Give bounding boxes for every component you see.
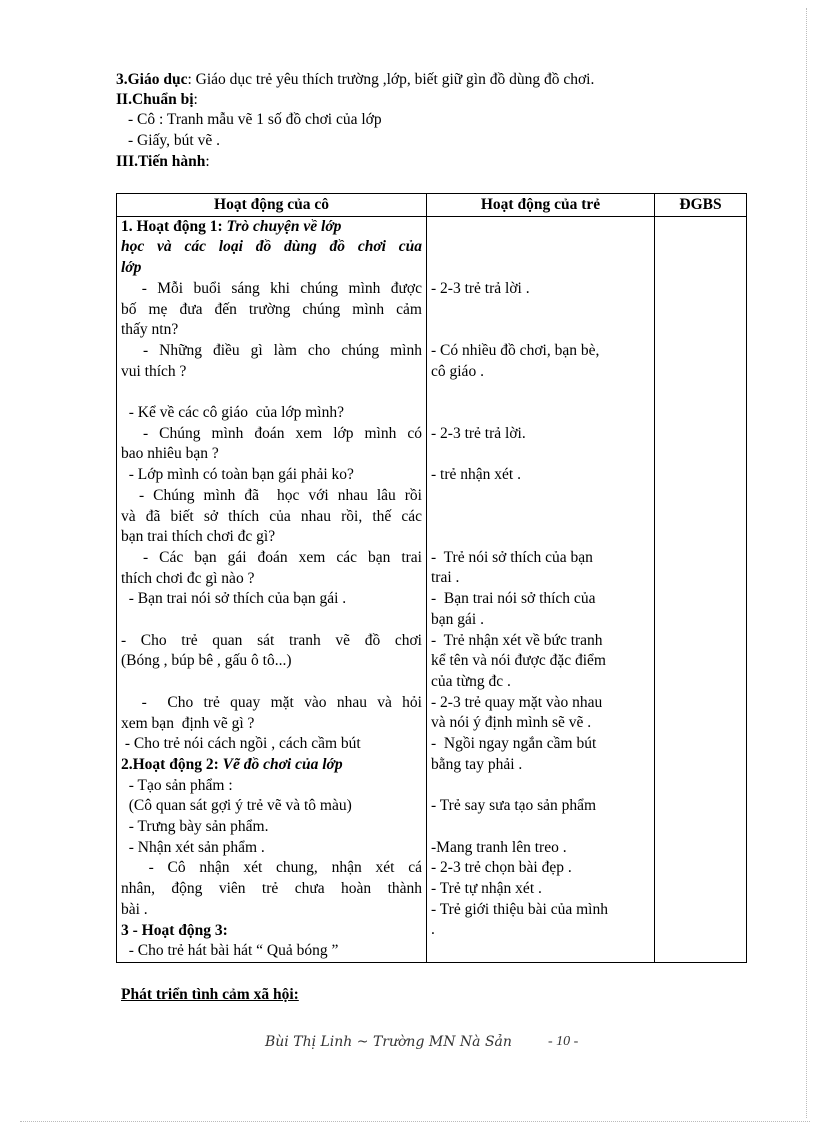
child-line — [431, 444, 650, 465]
teacher-line: 3 - Hoạt động 3: — [121, 921, 228, 939]
teacher-line: bố mẹ đưa đến trường chúng mình cảm — [121, 300, 422, 318]
teacher-line: - Lớp mình có toàn bạn gái phải ko? — [121, 466, 354, 484]
education-line — [116, 70, 594, 90]
teacher-line: học và các loại đồ dùng đồ chơi của — [121, 238, 422, 256]
child-line — [431, 506, 650, 527]
section-heading-social: Phát triển tình cảm xã hội: — [121, 986, 299, 1003]
page-border-right — [806, 8, 807, 1118]
teacher-line: nhân, động viên trẻ chưa hoàn thành — [121, 880, 422, 898]
teacher-line: - Kể về các cô giáo của lớp mình? — [121, 404, 344, 422]
child-line — [431, 217, 650, 238]
teacher-line — [121, 382, 422, 403]
teacher-line: xem bạn định vẽ gì ? — [121, 714, 255, 732]
child-line: - 2-3 trẻ quay mặt vào nhau — [431, 693, 603, 711]
teacher-line: (Cô quan sát gợi ý trẻ vẽ và tô màu) — [121, 797, 352, 815]
child-line: - trẻ nhận xét . — [431, 466, 521, 484]
child-line: bằng tay phải . — [431, 755, 523, 773]
table-row — [117, 216, 747, 962]
teacher-line: - Bạn trai nói sở thích của bạn gái . — [121, 590, 347, 608]
child-line — [431, 237, 650, 258]
assessment-cell — [655, 216, 747, 962]
child-line: - Có nhiều đồ chơi, bạn bè, — [431, 341, 600, 359]
child-line: -Mang tranh lên treo . — [431, 838, 567, 856]
child-line — [431, 258, 650, 279]
child-line: cô giáo . — [431, 362, 484, 380]
child-line: - Trẻ say sưa tạo sản phẩm — [431, 797, 597, 815]
child-line — [431, 486, 650, 507]
teacher-line: và đã biết sở thích của nhau rồi, thế các — [121, 507, 422, 525]
activity-topic: Vẽ đồ chơi của lớp — [222, 755, 343, 773]
child-line — [431, 403, 650, 424]
teacher-line: bao nhiêu bạn ? — [121, 445, 219, 463]
teacher-line: lớp — [121, 259, 142, 277]
header-teacher: Hoạt động của cô — [117, 194, 427, 217]
child-activity-cell — [427, 216, 655, 962]
procedure-colon: : — [205, 153, 210, 170]
teacher-line: - Tạo sản phẩm : — [121, 776, 233, 794]
teacher-line: - Cho trẻ nói cách ngồi , cách cầm bút — [121, 735, 361, 753]
teacher-line: - Chúng mình đoán xem lớp mình có — [121, 424, 422, 442]
prep-heading — [116, 90, 198, 110]
activity-heading: 2.Hoạt động 2: — [121, 755, 223, 773]
education-text: : Giáo dục trẻ yêu thích trường ,lớp, biết giữ gìn đồ dùng đồ chơi. — [187, 71, 595, 88]
teacher-line — [121, 610, 422, 631]
header-child: Hoạt động của trẻ — [427, 194, 655, 217]
page-number: - 10 - — [548, 1034, 579, 1049]
procedure-heading — [116, 152, 210, 172]
child-line: - Bạn trai nói sở thích của — [431, 590, 596, 608]
teacher-line: thấy ntn? — [121, 321, 179, 339]
child-line: - 2-3 trẻ trả lời. — [431, 424, 526, 442]
teacher-line: - Những điều gì làm cho chúng mình — [121, 341, 422, 359]
teacher-line: bạn trai thích chơi đc gì? — [121, 528, 276, 546]
child-line: bạn gái . — [431, 610, 484, 628]
child-line: - Ngồi ngay ngắn cầm bút — [431, 735, 597, 753]
child-line: - 2-3 trẻ chọn bài đẹp . — [431, 859, 572, 877]
teacher-line — [121, 217, 422, 238]
child-line: của từng đc . — [431, 673, 511, 690]
teacher-line: - Nhận xét sản phẩm . — [121, 838, 265, 856]
teacher-line: - Các bạn gái đoán xem các bạn trai — [121, 548, 422, 566]
education-label: 3.Giáo dục — [116, 71, 188, 88]
teacher-line: - Trưng bày sản phẩm. — [121, 818, 269, 836]
header-assessment: ĐGBS — [655, 194, 747, 217]
activity-topic: Trò chuyện về lớp — [226, 217, 342, 235]
prep-item: - Cô : Tranh mẫu vẽ 1 số đồ chơi của lớp — [128, 111, 382, 128]
prep-item: - Giấy, bút vẽ . — [128, 132, 220, 149]
child-line — [431, 299, 650, 320]
child-line — [431, 320, 650, 341]
child-line: - Trẻ nói sở thích của bạn — [431, 548, 593, 566]
child-line: - Trẻ tự nhận xét . — [431, 880, 542, 897]
child-line: và nói ý định mình sẽ vẽ . — [431, 714, 592, 732]
teacher-line: - Cho trẻ quan sát tranh vẽ đồ chơi — [121, 631, 422, 649]
teacher-line: vui thích ? — [121, 362, 187, 380]
child-line: - Trẻ nhận xét về bức tranh — [431, 631, 603, 649]
activity-table — [116, 193, 747, 963]
footer-author: Bùi Thị Linh ~ Trường MN Nà Sản — [265, 1034, 512, 1050]
child-line: kể tên và nói được đặc điểm — [431, 652, 606, 670]
child-line — [431, 941, 650, 962]
table-header-row — [117, 194, 747, 217]
teacher-line: - Cho trẻ quay mặt vào nhau và hỏi — [121, 693, 422, 711]
prep-title: II.Chuẩn bị — [116, 91, 194, 108]
activity-heading: 1. Hoạt động 1: — [121, 217, 227, 235]
teacher-line — [121, 672, 422, 693]
procedure-title: III.Tiến hành — [116, 153, 206, 170]
teacher-line — [121, 755, 422, 776]
child-line: - 2-3 trẻ trả lời . — [431, 279, 530, 297]
teacher-line: bài . — [121, 900, 148, 918]
teacher-line: - Chúng mình đã học với nhau lâu rồi — [121, 486, 422, 504]
child-line — [431, 776, 650, 797]
child-line — [431, 527, 650, 548]
prep-colon: : — [193, 91, 198, 108]
teacher-line: - Mỗi buổi sáng khi chúng mình được — [121, 279, 422, 297]
child-line — [431, 382, 650, 403]
teacher-line: - Cô nhận xét chung, nhận xét cá — [121, 859, 422, 877]
child-line — [431, 817, 650, 838]
teacher-line: thích chơi đc gì nào ? — [121, 569, 255, 587]
page-border-bottom — [20, 1121, 810, 1122]
child-line: trai . — [431, 569, 460, 587]
child-line: - Trẻ giới thiệu bài của mình — [431, 900, 608, 918]
teacher-line: (Bóng , búp bê , gấu ô tô...) — [121, 652, 292, 670]
teacher-activity-cell — [117, 216, 427, 962]
teacher-line: - Cho trẻ hát bài hát “ Quả bóng ” — [121, 942, 339, 960]
child-line: . — [431, 921, 435, 939]
